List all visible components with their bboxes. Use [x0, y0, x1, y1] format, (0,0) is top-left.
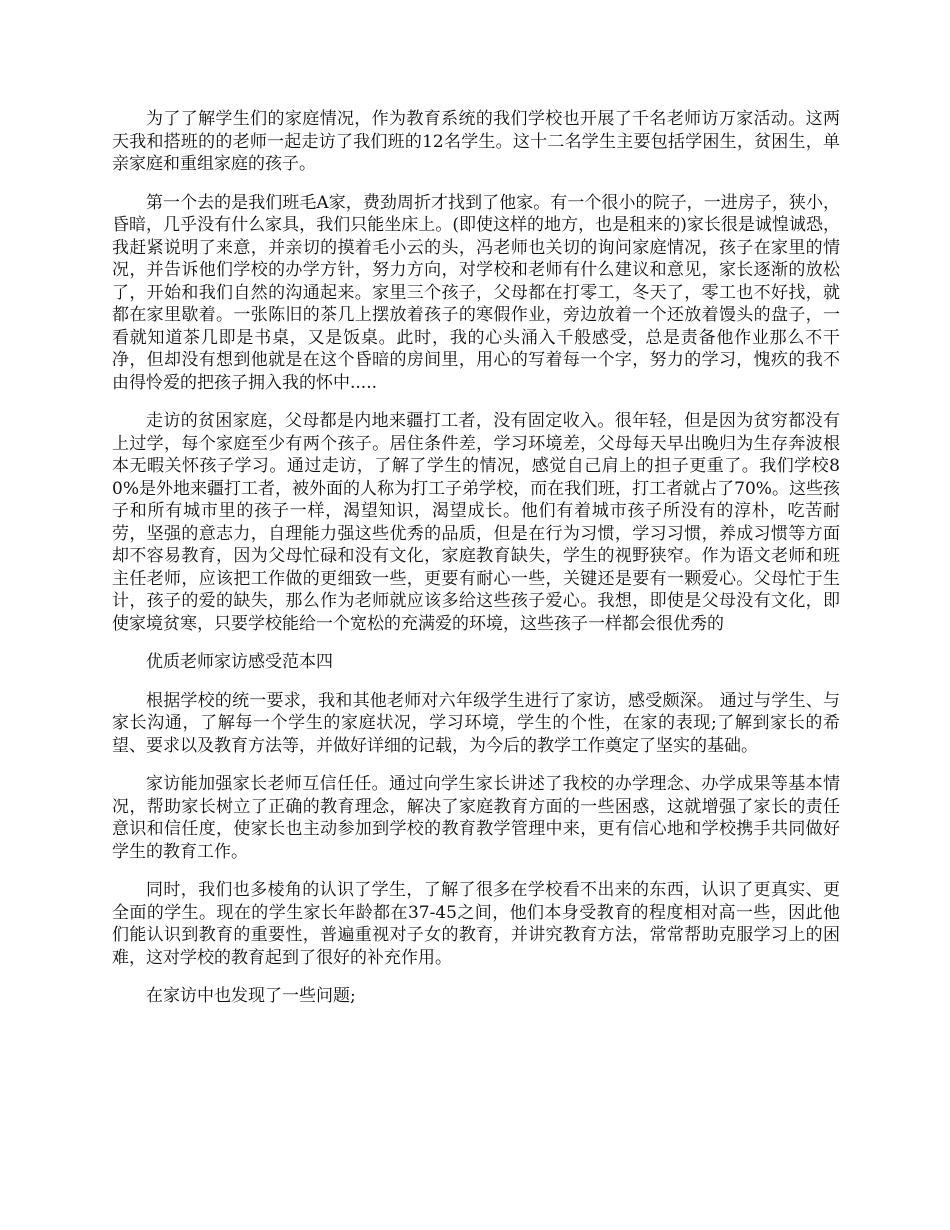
section-heading: 优质老师家访感受范本四: [146, 652, 333, 672]
paragraph-intro: 为了了解学生们的家庭情况，作为教育系统的我们学校也开展了千名老师访万家活动。这两天我和搭班的的老师一起走访了我们班的12名学生。这十二名学生主要包括学困生，贫困生，单亲家庭和重组家庭的孩子。: [112, 109, 840, 174]
paragraph-trust: 家访能加强家长老师互信任任。通过向学生家长讲述了我校的办学理念、办学成果等基本情况，帮助家长树立了正确的教育理念，解决了家庭教育方面的一些困惑，这就增强了家长的责任意识和信任度，使家长也主动参加到学校的教育教学管理中来，更有信心地和学校携手共同做好学生的教育工作。: [112, 774, 840, 862]
document-page: [112, 108, 840, 1024]
paragraph-poor-families: 走访的贫困家庭，父母都是内地来疆打工者，没有固定收入。很年轻，但是因为贫穷都没有上过学，每个家庭至少有两个孩子。居住条件差，学习环境差，父母每天早出晚归为生存奔波根本无暇关怀孩子学习。通过走访，了解了学生的情况，感觉自己肩上的担子更重了。我们学校80%是外地来疆打工者，被外面的人称为打工子弟学校，而在我们班，打工者就占了70%。这些孩子和所有城市里的孩子一样，渴望知识，渴望成长。他们有着城市孩子所没有的淳朴，吃苦耐劳，坚强的意志力，自理能力强这些优秀的品质，但是在行为习惯，学习习惯，养成习惯等方面却不容易教育，因为父母忙碌和没有文化，家庭教育缺失，学生的视野狭窄。作为语文老师和班主任老师，应该把工作做的更细致一些，更要有耐心一些，关键还是要有一颗爱心。父母忙于生计，孩子的爱的缺失，那么作为老师就应该多给这些孩子爱心。我想，即使是父母没有文化，即使家境贫寒，只要学校能给一个宽松的充满爱的环境，这些孩子一样都会很优秀的: [112, 411, 840, 634]
paragraph-understanding-students: 同时，我们也多棱角的认识了学生，了解了很多在学校看不出来的东西，认识了更真实、更全面的学生。现在的学生家长年龄都在37-45之间，他们本身受教育的程度相对高一些，因此他们能认识到教育的重要性，普遍重视对子女的教育，并讲究教育方法，常常帮助克服学习上的困难，这对学校的教育起到了很好的补充作用。: [112, 880, 840, 968]
paragraph-school-requirement: 根据学校的统一要求，我和其他老师对六年级学生进行了家访，感受颇深。 通过与学生、与家长沟通，了解每一个学生的家庭状况，学习环境，学生的个性，在家的表现;了解到家长的希望、要求以及教育方法等，并做好详细的记载，为今后的教学工作奠定了坚实的基础。: [112, 690, 840, 756]
paragraph-first-visit: 第一个去的是我们班毛A家，费劲周折才找到了他家。有一个很小的院子，一进房子，狭小，昏暗，几乎没有什么家具，我们只能坐床上。(即使这样的地方，也是租来的)家长很是诚惶诚恐，我赶紧说明了来意，并亲切的摸着毛小云的头，冯老师也关切的询问家庭情况，孩子在家里的情况，并告诉他们学校的办学方针，努力方向，对学校和老师有什么建议和意见，家长逐渐的放松了，开始和我们自然的沟通起来。家里三个孩子，父母都在打零工，冬天了，零工也不好找，就都在家里歇着。一张陈旧的茶几上摆放着孩子的寒假作业，旁边放着一个还放着馒头的盘子，一看就知道茶几即是书桌，又是饭桌。此时，我的心头涌入千般感受，总是责备他作业那么不干净，但却没有想到他就是在这个昏暗的房间里，用心的写着每一个字，努力的学习，愧疚的我不由得怜爱的把孩子拥入我的怀中.....: [112, 192, 840, 393]
paragraph-problems: 在家访中也发现了一些问题;: [146, 986, 356, 1006]
